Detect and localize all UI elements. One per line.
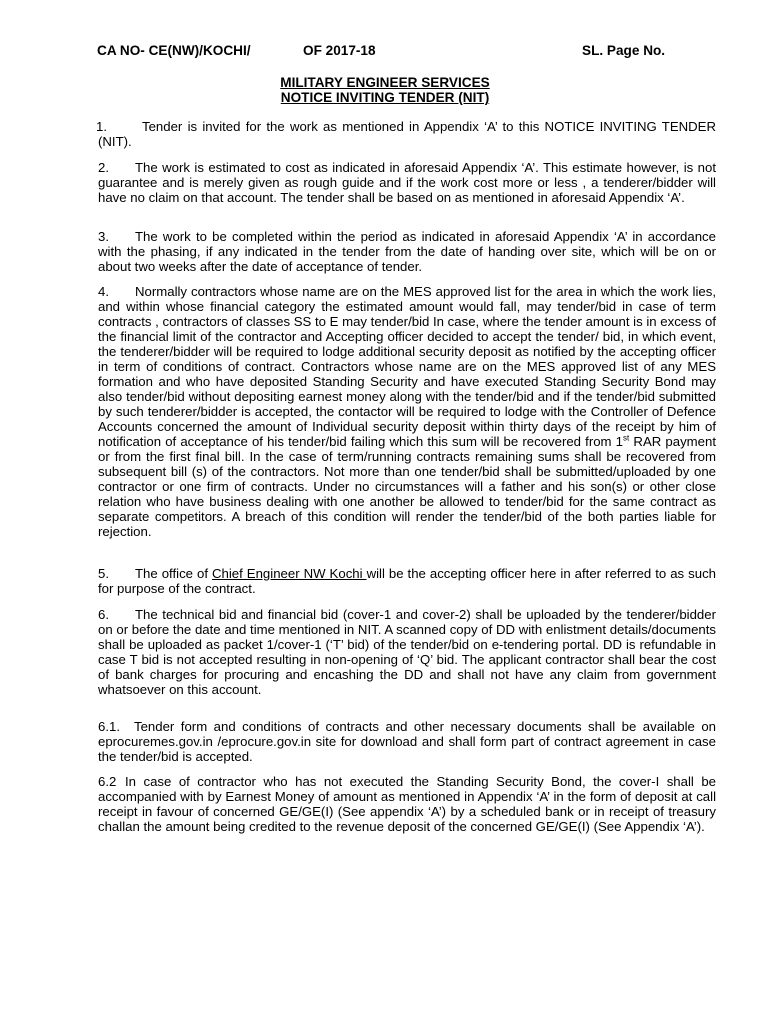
paragraph-text: Tender is invited for the work as mentioned in Appendix ‘A’ to this NOTICE INVITING TENDER (NIT). — [98, 119, 716, 149]
paragraph-number: 5. — [98, 566, 109, 581]
paragraph-2 — [98, 160, 716, 205]
paragraph-text — [98, 284, 716, 539]
paragraph-4 — [98, 284, 716, 539]
paragraph-number: 3. — [98, 229, 109, 244]
paragraph-text: The work is estimated to cost as indicated in aforesaid Appendix ‘A’. This estimate however, is not guarantee and is merely given as rough guide and if the work cost more or less , a tenderer/bidder will have no claim on that account. The tender shall be based on as mentioned in aforesaid Appendix ‘A’. — [98, 160, 716, 205]
paragraph-number: 4. — [98, 284, 109, 299]
paragraph-text: In case of contractor who has not executed the Standing Security Bond, the cover-I shall be accompanied with by Earnest Money of amount as mentioned in Appendix ‘A’ in the form of deposit at call receipt in favour of concerned GE/GE(I) (See appendix ‘A’) by a scheduled bank or in receipt of treasury challan the amount being credited to the revenue deposit of the concerned GE/GE(I) (See Appendix ‘A’). — [98, 774, 716, 834]
organisation-title: MILITARY ENGINEER SERVICES — [280, 75, 490, 90]
notice-title: NOTICE INVITING TENDER (NIT) — [280, 90, 490, 105]
paragraph-number: 6.2 — [98, 774, 117, 789]
paragraph-text: The technical bid and financial bid (cover-1 and cover-2) shall be uploaded by the tenderer/bidder on or before the date and time mentioned in NIT. A scanned copy of DD with enlistment details/documents shall be uploaded as packet 1/cover-1 (‘T’ bid) of the tender/bid on e-tendering portal. DD is refundable in case T bid is not accepted resulting in non-opening of ‘Q’ bid. The applicant contractor shall bear the cost of bank charges for procuring and encashing the DD and shall not have any claim from government whatsoever on this account. — [98, 607, 716, 697]
paragraph-text-part-b: will be the accepting officer here in after referred to as such for purpose of the contract. — [98, 566, 717, 596]
ordinal-superscript: st — [623, 433, 630, 443]
paragraph-number: 2. — [98, 160, 109, 175]
accepting-officer-name: Chief Engineer NW Kochi — [212, 566, 367, 581]
paragraph-5 — [98, 566, 716, 596]
contract-year-label: OF 2017-18 — [303, 43, 376, 58]
paragraph-3 — [98, 229, 716, 274]
serial-page-label: SL. Page No. — [582, 43, 666, 58]
paragraph-text-part-a: The office of — [135, 566, 213, 581]
paragraph-text: Tender form and conditions of contracts and other necessary documents shall be available on eprocuremes.gov.in /eprocure.gov.in site for download and shall form part of contract agreement in case the tender/bid is accepted. — [98, 719, 716, 764]
paragraph-text-part-b: RAR payment or from the first final bill. In the case of term/running contracts remaining sums shall be recovered from subsequent bill (s) of the contractors. Not more than one tender/bid shall be submitted/uploaded by one contractor or one firm of contracts. Under no circumstances will a father and his son(s) or other close relation who have business dealing with one another be allowed to tender/bid for the same contract as separate competitors. A breach of this condition will render the tender/bid of the both parties liable for rejection. — [98, 434, 716, 539]
paragraph-6 — [98, 607, 716, 697]
document-titles — [0, 75, 770, 105]
paragraph-number: 1. — [96, 119, 107, 134]
paragraph-text-part-a: Normally contractors whose name are on the MES approved list for the area in which the work lies, and within whose financial category the estimated amount would fall, may tender/bid in case of term contracts , contractors of classes SS to E may tender/bid In case, where the tender amount is in excess of the financial limit of the contractor and Accepting officer decided to accept the tender/ bid, in which event, the tenderer/bidder will be required to lodge additional security deposit as notified by the accepting officer in term of conditions of contract. Contractors whose name are on the MES approved list of any MES formation and who have deposited Standing Security and have executed Standing Security Bond may also tender/bid without depositing earnest money along with the tender/bid and if the tender/bid submitted by such tenderer/bidder is accepted, the contactor will be required to lodge with the Controller of Defence Accounts concerned the amount of Individual security deposit within thirty days of the receipt by him of notification of acceptance of his tender/bid failing which this sum will be recovered from 1 — [98, 284, 716, 449]
paragraph-number: 6. — [98, 607, 109, 622]
paragraph-6-2 — [98, 774, 716, 834]
paragraph-text: The work to be completed within the period as indicated in aforesaid Appendix ‘A’ in accordance with the phasing, if any indicated in the tender from the date of handing over site, which will be on or about two weeks after the date of acceptance of tender. — [98, 229, 716, 274]
paragraph-6-1 — [98, 719, 716, 764]
contract-number-label: CA NO- CE(NW)/KOCHI/ — [97, 43, 251, 58]
paragraph-text — [98, 566, 716, 596]
paragraph-number: 6.1. — [98, 719, 120, 734]
paragraph-1 — [98, 119, 716, 149]
